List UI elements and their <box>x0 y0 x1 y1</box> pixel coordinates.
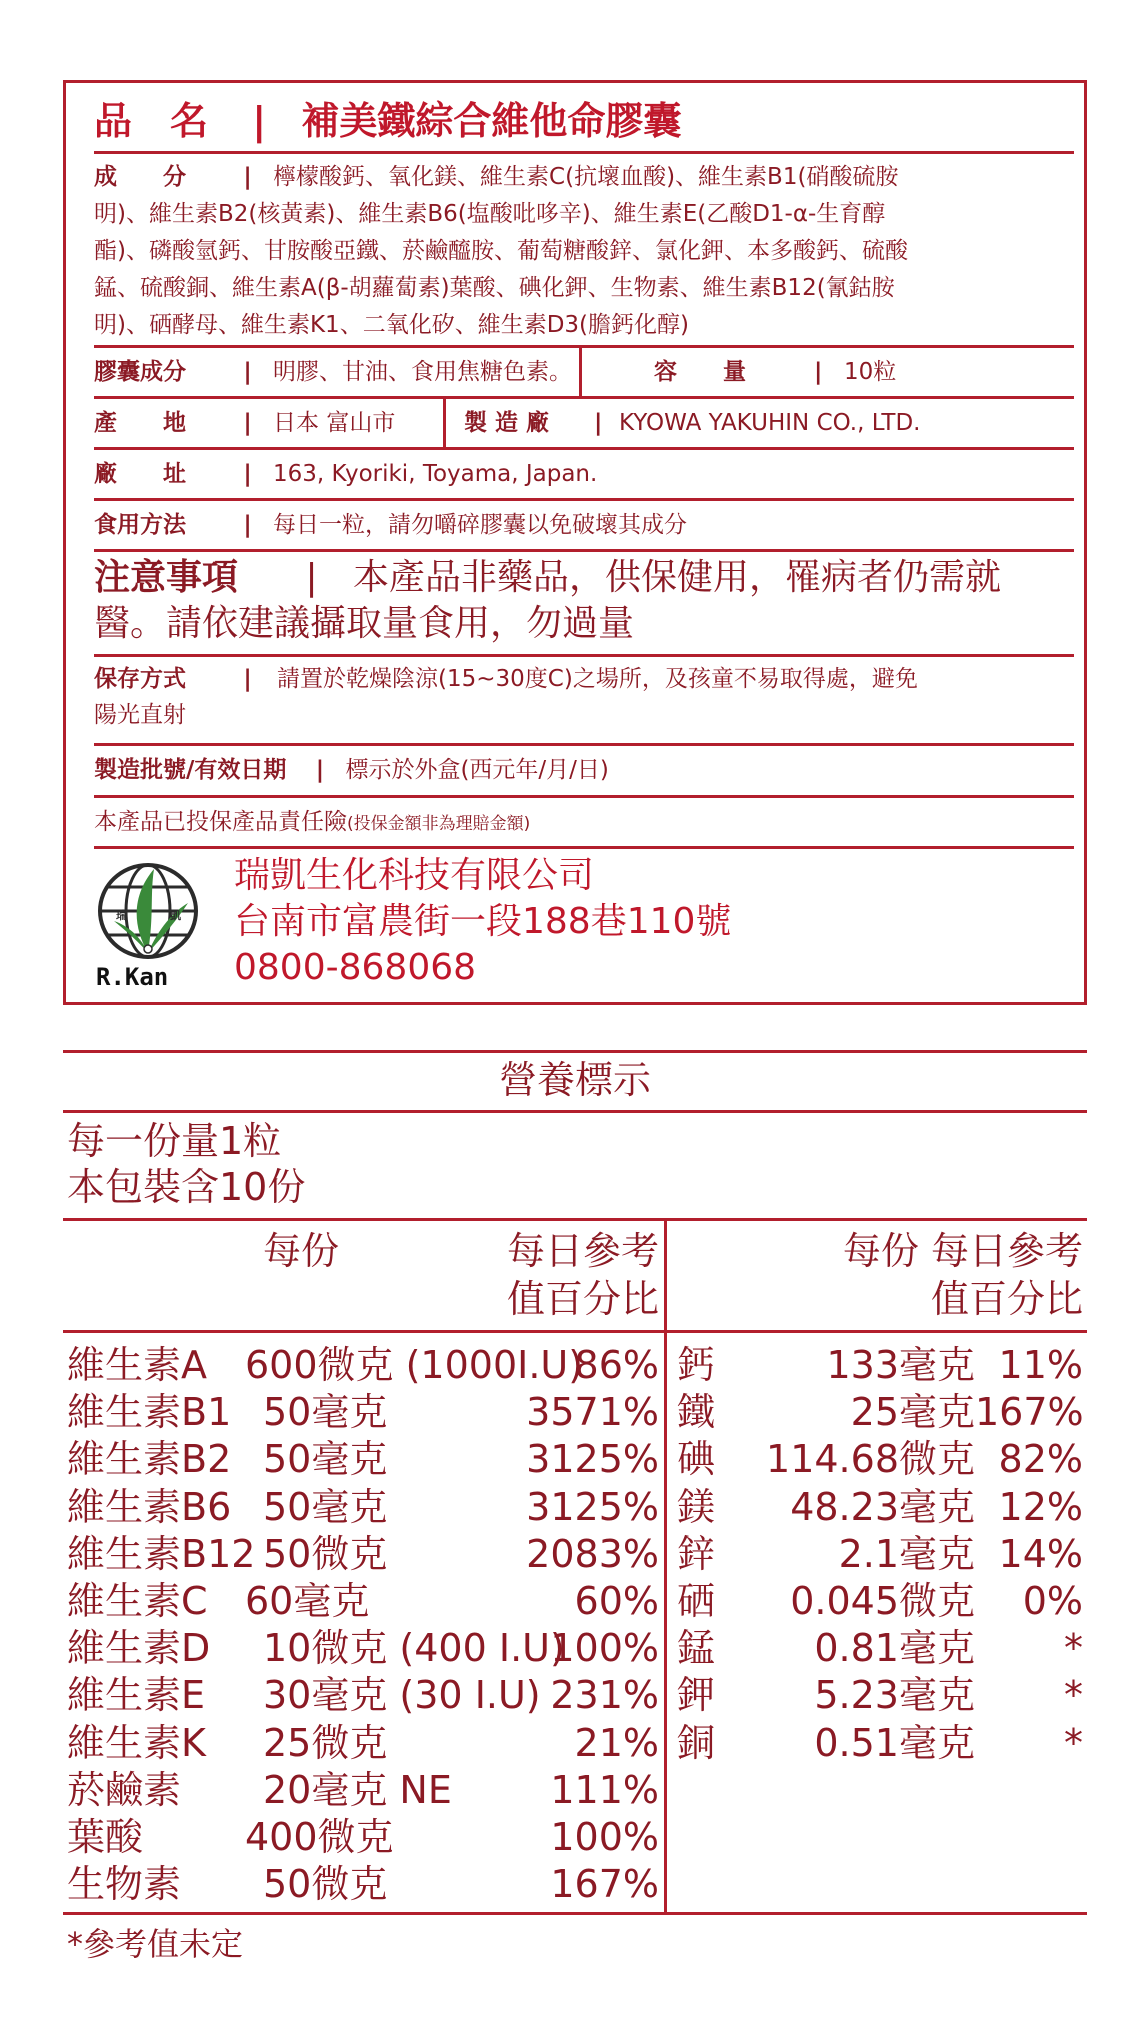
mineral-name: 鈣 <box>677 1343 716 1387</box>
column-divider <box>664 1220 667 1912</box>
mineral-dv: * <box>1064 1626 1083 1671</box>
mineral-amount: 0.045微克 <box>790 1579 975 1623</box>
notice-row <box>94 555 1074 647</box>
address-row <box>94 451 1074 497</box>
nutrient-name: 維生素D <box>67 1626 211 1671</box>
origin-label: 產 地 <box>94 410 186 436</box>
divider <box>63 1110 1087 1113</box>
nutrient-name: 維生素A <box>67 1343 207 1387</box>
separator: | <box>243 164 252 190</box>
product-name-label: 品 名 <box>94 99 209 143</box>
storage-label: 保存方式 <box>94 666 186 692</box>
ingredients-line-3: 酯)、磷酸氫鈣、甘胺酸亞鐵、菸鹼醯胺、葡萄糖酸鋅、氯化鉀、本多酸鈣、硫酸 <box>94 238 908 264</box>
divider <box>579 347 582 397</box>
nutrient-amount: 10微克 (400 I.U) <box>263 1626 565 1671</box>
mineral-amount: 133毫克 <box>826 1343 975 1387</box>
nutrient-dv: 167% <box>550 1862 659 1907</box>
nutrient-dv: 231% <box>550 1673 659 1718</box>
header-right-line-1: 每份 每日參考 <box>842 1229 1083 1273</box>
nutrient-amount: 600微克 (1000I.U) <box>245 1343 584 1387</box>
mineral-amount: 25毫克 <box>850 1390 975 1435</box>
nutrient-amount: 50毫克 <box>263 1437 388 1482</box>
nutrient-name: 維生素C <box>67 1579 208 1623</box>
nutrient-dv: 3125% <box>526 1484 659 1529</box>
separator: | <box>814 359 823 385</box>
product-name-row <box>94 91 1074 151</box>
header-dv-line-1: 每日參考 <box>506 1229 659 1273</box>
divider <box>94 498 1074 501</box>
header-right-line-2: 值百分比 <box>930 1277 1083 1321</box>
address-label: 廠 址 <box>94 461 186 487</box>
storage-row <box>94 661 1074 733</box>
nutrient-name: 維生素B1 <box>67 1390 232 1435</box>
batch-label: 製造批號/有效日期 <box>94 757 287 783</box>
divider <box>94 396 1074 399</box>
usage-row <box>94 502 1074 548</box>
mineral-dv: * <box>1064 1720 1083 1765</box>
nutrient-name: 維生素K <box>67 1720 206 1765</box>
mineral-name: 鐵 <box>677 1390 716 1435</box>
capacity-label: 容 量 <box>654 359 746 385</box>
maker-label: 製 造 廠 <box>464 410 550 436</box>
maker-value: KYOWA YAKUHIN CO., LTD. <box>619 410 921 436</box>
divider <box>63 1218 1087 1221</box>
logo-text: R.Kan <box>96 963 169 991</box>
divider <box>94 654 1074 657</box>
origin-row <box>94 400 1074 446</box>
divider <box>94 345 1074 348</box>
separator: | <box>252 99 267 143</box>
nutrition-title: 營養標示 <box>498 1058 651 1102</box>
mineral-name: 硒 <box>677 1579 716 1623</box>
nutrient-amount: 400微克 <box>245 1815 394 1859</box>
nutrient-dv: 60% <box>574 1579 659 1623</box>
capacity-value: 10粒 <box>844 359 897 385</box>
divider <box>94 846 1074 849</box>
logo-char-left: 瑞 <box>116 909 127 922</box>
divider <box>94 549 1074 552</box>
mineral-dv: 82% <box>998 1437 1083 1482</box>
mineral-dv: 11% <box>998 1343 1083 1387</box>
mineral-amount: 2.1毫克 <box>838 1531 975 1576</box>
nutrient-amount: 50毫克 <box>263 1390 388 1435</box>
company-logo <box>92 855 204 995</box>
nutrient-dv: 2083% <box>526 1531 659 1576</box>
batch-row <box>94 747 1074 793</box>
nutrient-amount: 30毫克 (30 I.U) <box>263 1673 541 1718</box>
ingredients-line-2: 明)、維生素B2(核黃素)、維生素B6(塩酸吡哆辛)、維生素E(乙酸D1-α-生育醇 <box>94 201 886 227</box>
mineral-amount: 0.51毫克 <box>814 1720 975 1765</box>
separator: | <box>315 757 325 783</box>
nutrient-name: 生物素 <box>67 1862 182 1907</box>
origin-value: 日本 富山市 <box>273 410 396 436</box>
mineral-name: 鎂 <box>677 1484 716 1529</box>
nutrient-amount: 50微克 <box>263 1531 388 1576</box>
separator: | <box>243 461 252 487</box>
nutrient-amount: 20毫克 NE <box>263 1767 452 1812</box>
product-info-box <box>63 80 1087 1005</box>
nutrient-dv: 3571% <box>526 1390 659 1435</box>
storage-line-1: 請置於乾燥陰涼(15~30度C)之場所，及孩童不易取得處，避免 <box>277 666 918 692</box>
product-name: 補美鐵綜合維他命膠囊 <box>301 99 682 143</box>
nutrient-amount: 60毫克 <box>245 1579 370 1623</box>
insurance-row <box>94 799 1074 845</box>
ingredients-line-4: 錳、硫酸銅、維生素A(β-胡蘿蔔素)葉酸、碘化鉀、生物素、維生素B12(氰鈷胺 <box>94 275 895 301</box>
globe-leaf-icon <box>92 855 204 995</box>
mineral-dv: 0% <box>1022 1579 1083 1623</box>
usage-value: 每日一粒，請勿嚼碎膠囊以免破壞其成分 <box>273 512 688 538</box>
mineral-name: 鉀 <box>677 1673 716 1718</box>
nutrient-dv: 21% <box>574 1720 659 1765</box>
divider <box>94 743 1074 746</box>
logo-char-right: 凱 <box>170 909 181 922</box>
mineral-amount: 114.68微克 <box>766 1437 975 1482</box>
nutrient-name: 維生素B6 <box>67 1484 232 1529</box>
footnote: *參考值未定 <box>67 1925 244 1963</box>
mineral-dv: 167% <box>975 1390 1084 1435</box>
mineral-dv: * <box>1064 1673 1083 1718</box>
ingredients-line-5: 明)、硒酵母、維生素K1、二氧化矽、維生素D3(膽鈣化醇) <box>94 312 689 338</box>
nutrient-amount: 25微克 <box>263 1720 388 1765</box>
nutrient-amount: 50毫克 <box>263 1484 388 1529</box>
mineral-amount: 48.23毫克 <box>790 1484 975 1529</box>
nutrient-name: 維生素B2 <box>67 1437 232 1482</box>
mineral-amount: 5.23毫克 <box>814 1673 975 1718</box>
nutrient-name: 維生素E <box>67 1673 206 1718</box>
divider <box>443 398 446 448</box>
mineral-amount: 0.81毫克 <box>814 1626 975 1671</box>
capsule-value: 明膠、甘油、食用焦糖色素。 <box>273 359 573 385</box>
nutrient-dv: 100% <box>550 1815 659 1859</box>
notice-label: 注意事項 <box>94 557 239 598</box>
divider <box>94 151 1074 154</box>
nutrition-facts <box>63 1050 1087 2030</box>
separator: | <box>243 512 252 538</box>
capsule-row <box>94 349 1074 395</box>
separator: | <box>305 557 318 598</box>
servings-per-pack: 本包裝含10份 <box>67 1165 306 1209</box>
divider <box>63 1330 1087 1333</box>
nutrient-name: 葉酸 <box>67 1815 144 1859</box>
nutrient-dv: 100% <box>550 1626 659 1671</box>
insurance-note: (投保金額非為理賠金額) <box>347 814 531 834</box>
mineral-name: 鋅 <box>677 1531 716 1576</box>
nutrient-dv: 86% <box>574 1343 659 1387</box>
separator: | <box>243 666 252 692</box>
capsule-label: 膠囊成分 <box>94 359 186 385</box>
company-phone: 0800-868068 <box>234 947 477 988</box>
separator: | <box>594 410 603 436</box>
company-name: 瑞凱生化科技有限公司 <box>234 855 595 896</box>
ingredients-row <box>94 159 1074 344</box>
nutrient-name: 維生素B12 <box>67 1531 256 1576</box>
nutrient-amount: 50微克 <box>263 1862 388 1907</box>
ingredients-line-1: 檸檬酸鈣、氧化鎂、維生素C(抗壞血酸)、維生素B1(硝酸硫胺 <box>273 164 899 190</box>
mineral-name: 錳 <box>677 1626 716 1671</box>
mineral-dv: 12% <box>998 1484 1083 1529</box>
nutrient-name: 菸鹼素 <box>67 1767 182 1812</box>
mineral-name: 碘 <box>677 1437 716 1482</box>
batch-value: 標示於外盒(西元年/月/日) <box>345 757 609 783</box>
mineral-name: 銅 <box>677 1720 716 1765</box>
mineral-dv: 14% <box>998 1531 1083 1576</box>
separator: | <box>243 359 252 385</box>
usage-label: 食用方法 <box>94 512 186 538</box>
ingredients-label: 成 分 <box>94 164 186 190</box>
separator: | <box>243 410 252 436</box>
company-address: 台南市富農街一段188巷110號 <box>234 901 732 942</box>
notice-line-1: 本產品非藥品，供保健用，罹病者仍需就 <box>353 557 1002 598</box>
divider <box>63 1912 1087 1915</box>
insurance-text: 本產品已投保產品責任險 <box>94 809 347 835</box>
nutrient-dv: 3125% <box>526 1437 659 1482</box>
company-info <box>234 853 731 991</box>
header-per-serving: 每份 <box>263 1229 340 1273</box>
nutrient-dv: 111% <box>550 1767 659 1812</box>
storage-line-2: 陽光直射 <box>94 702 186 728</box>
divider <box>94 795 1074 798</box>
notice-line-2: 醫。請依建議攝取量食用，勿過量 <box>94 603 635 644</box>
serving-size: 每一份量1粒 <box>67 1119 282 1163</box>
address-value: 163, Kyoriki, Toyama, Japan. <box>273 461 598 487</box>
header-dv-line-2: 值百分比 <box>506 1277 659 1321</box>
divider <box>94 447 1074 450</box>
